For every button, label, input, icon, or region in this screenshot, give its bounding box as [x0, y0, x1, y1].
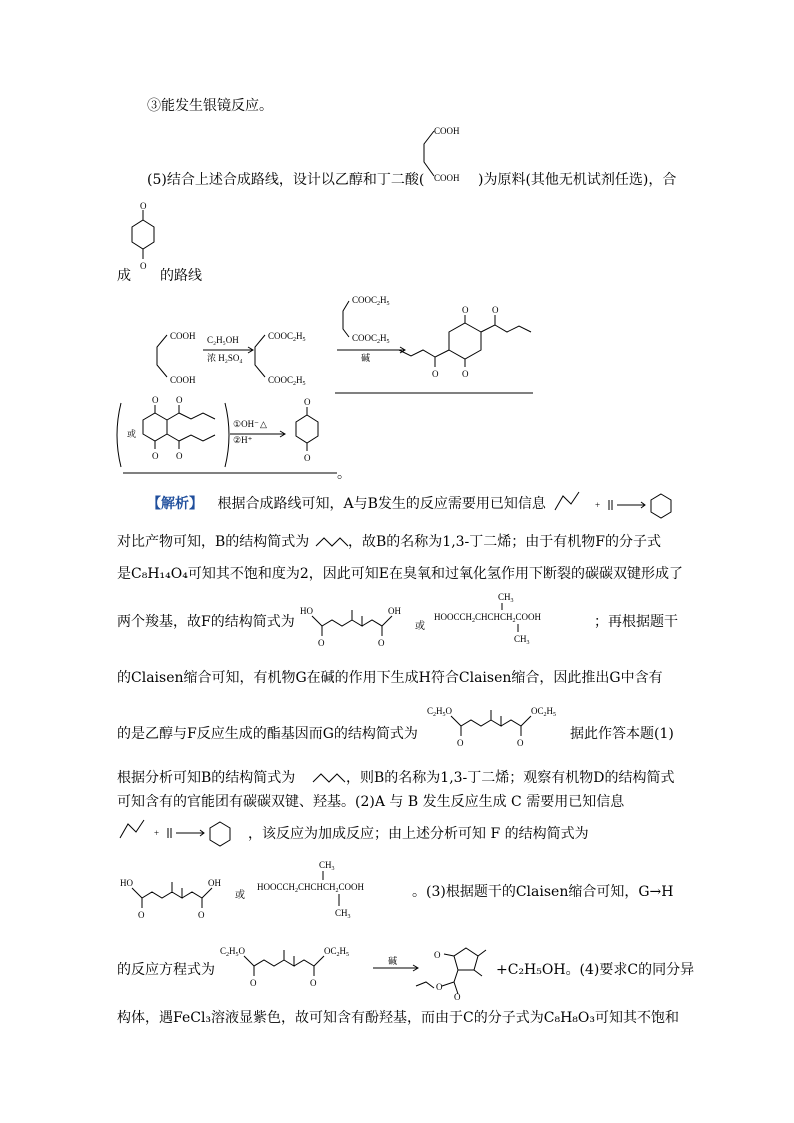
svg-text:O: O: [378, 638, 385, 648]
compound-f-condensed: [255, 858, 415, 928]
or-text: 或: [415, 621, 425, 632]
svg-text:①OH⁻: ①OH⁻: [233, 419, 259, 429]
g-to-h-equation: [218, 942, 508, 1002]
svg-text:O: O: [138, 910, 145, 920]
svg-text:O: O: [304, 453, 311, 463]
svg-text:O: O: [436, 982, 443, 992]
compound-f-condensed: [432, 588, 592, 648]
analysis-line-5b: ，故B的名称为1,3-丁二烯；由于有机物F的分子式: [348, 534, 661, 550]
svg-text:O: O: [176, 395, 183, 405]
svg-text:碱: 碱: [361, 353, 371, 363]
cooh-label: COOH: [434, 126, 460, 136]
analysis-tag: 【解析】: [147, 496, 203, 512]
svg-text:C₂H₅OH: C₂H₅OH: [207, 335, 239, 345]
analysis-line-9a: 的是乙醇与F反应生成的酯基因而G的结构简式为: [117, 726, 418, 742]
analysis-line-15: 构体，遇FeCl₃溶液显紫色，故可知含有酚羟基，而由于C的分子式为C₈H₈O₃可知其不饱和: [117, 1010, 679, 1026]
svg-text:CH3: $CH_3$: [335, 908, 351, 920]
svg-text:C2H5O: $C_2H_5O$: [220, 946, 246, 958]
svg-text:碱: 碱: [388, 956, 398, 966]
svg-text:CH3: $CH_3$: [498, 592, 514, 604]
question-5-text-b: )为原料(其他无机试剂任选)，合: [478, 172, 677, 188]
svg-text:OC2H5: $OC_2H_5$: [324, 946, 350, 958]
compound-g-skeletal: [425, 702, 575, 752]
svg-text:COOC2H5: $COOC_2H_5$: [268, 375, 306, 387]
svg-text:O: O: [198, 910, 205, 920]
compound-f-skeletal: [118, 872, 228, 922]
analysis-line-10a: 根据分析可知B的结构简式为: [117, 770, 296, 786]
analysis-line-6: 是C₈H₁₄O₄可知其不饱和度为2，因此可知E在臭氧和过氧化氢作用下断裂的碳碳双键形成了: [117, 566, 683, 582]
diels-alder-info: [555, 490, 685, 520]
svg-text:COOC2H5: $COOC_2H_5$: [268, 331, 306, 343]
analysis-line-14a: 的反应方程式为: [117, 962, 215, 978]
butadiene-icon: [315, 534, 349, 550]
svg-text:HOOCCH2CHCHCH2COOH: $HOOCCH_2CHCHCH_2COOH$: [257, 882, 365, 894]
svg-text:O: O: [462, 369, 469, 379]
butadiene-icon: [312, 770, 346, 786]
analysis-line-10b: ，则B的名称为1,3-丁二烯；观察有机物D的结构简式: [346, 770, 675, 786]
svg-text:+: +: [595, 500, 601, 510]
cooh-label: COOH: [434, 173, 460, 183]
svg-text:O: O: [140, 201, 147, 211]
svg-text:O: O: [250, 978, 257, 988]
svg-text:OH: OH: [388, 606, 401, 616]
svg-text:O: O: [432, 369, 439, 379]
svg-text:COOC2H5: $COOC_2H_5$: [352, 333, 390, 345]
svg-text:O: O: [310, 978, 317, 988]
diels-alder-info: [120, 818, 250, 848]
condition-3-text: ③能发生银镜反应。: [147, 98, 273, 114]
svg-text:O: O: [318, 638, 325, 648]
analysis-line-8: 的Claisen缩合可知，有机物G在碱的作用下生成H符合Claisen缩合，因此推出G中含有: [117, 670, 663, 686]
svg-text:HOOCCH2CHCHCH2COOH: $HOOCCH_2CHCHCH_2COOH$: [434, 612, 542, 624]
analysis-line-11: 可知含有的官能团有碳碳双键、羟基。(2)A 与 B 发生反应生成 C 需要用已知信息: [117, 794, 625, 810]
svg-text:△: △: [260, 419, 267, 429]
svg-text:CH3: $CH_3$: [514, 634, 530, 646]
analysis-line-14b: +C₂H₅OH。(4)要求C的同分异: [496, 962, 695, 978]
svg-text:O: O: [140, 261, 147, 271]
analysis-line-5a: 对比产物可知，B的结构简式为: [117, 534, 310, 550]
svg-text:COOH: COOH: [170, 331, 196, 341]
svg-text:O: O: [462, 305, 469, 315]
analysis-line-13b: 。(3)根据题干的Claisen缩合可知，G→H: [412, 884, 674, 900]
svg-text:O: O: [304, 397, 311, 407]
or-text: 或: [235, 890, 245, 901]
svg-text:或: 或: [127, 429, 137, 439]
analysis-line-9b: 据此作答本题(1): [570, 726, 674, 742]
svg-text:O: O: [176, 451, 183, 461]
svg-text:浓 H₂SO₄: 浓 H₂SO₄: [207, 353, 243, 363]
svg-text:OC2H5: $OC_2H_5$: [531, 706, 557, 718]
compound-f-skeletal: [298, 600, 408, 650]
question-5-text-d: 的路线: [160, 268, 202, 284]
question-5-text-a: (5)结合上述合成路线，设计以乙醇和丁二酸(: [147, 172, 425, 188]
analysis-paragraph: 【解析】 根据合成路线可知，A与B发生的反应需要用已知信息: [147, 496, 546, 512]
svg-text:O: O: [152, 395, 159, 405]
succinic-acid-structure: [418, 122, 478, 190]
svg-text:HO: HO: [300, 606, 313, 616]
svg-text:O: O: [434, 950, 441, 960]
analysis-line-7a: 两个羧基，故F的结构简式为: [117, 614, 295, 630]
svg-text:O: O: [492, 305, 499, 315]
question-5-text-c: 成: [117, 268, 131, 284]
route-end-period: 。: [337, 466, 351, 482]
svg-text:②H⁺: ②H⁺: [233, 435, 253, 445]
svg-text:O: O: [517, 738, 524, 748]
svg-text:CH3: $CH_3$: [319, 860, 335, 872]
analysis-line-12: ，该反应为加成反应；由上述分析可知 F 的结构简式为: [248, 826, 589, 842]
svg-text:O: O: [454, 992, 461, 1002]
svg-text:C2H5O: $C_2H_5O$: [427, 706, 453, 718]
svg-text:OH: OH: [208, 878, 221, 888]
svg-text:O: O: [457, 738, 464, 748]
synthesis-route: [115, 295, 545, 480]
svg-text:COOH: COOH: [170, 375, 196, 385]
analysis-line-7c: ；再根据题干: [594, 614, 678, 630]
svg-text:+: +: [154, 828, 160, 838]
svg-text:COOC2H5: $COOC_2H_5$: [352, 295, 390, 307]
svg-text:HO: HO: [120, 878, 133, 888]
svg-text:O: O: [152, 451, 159, 461]
